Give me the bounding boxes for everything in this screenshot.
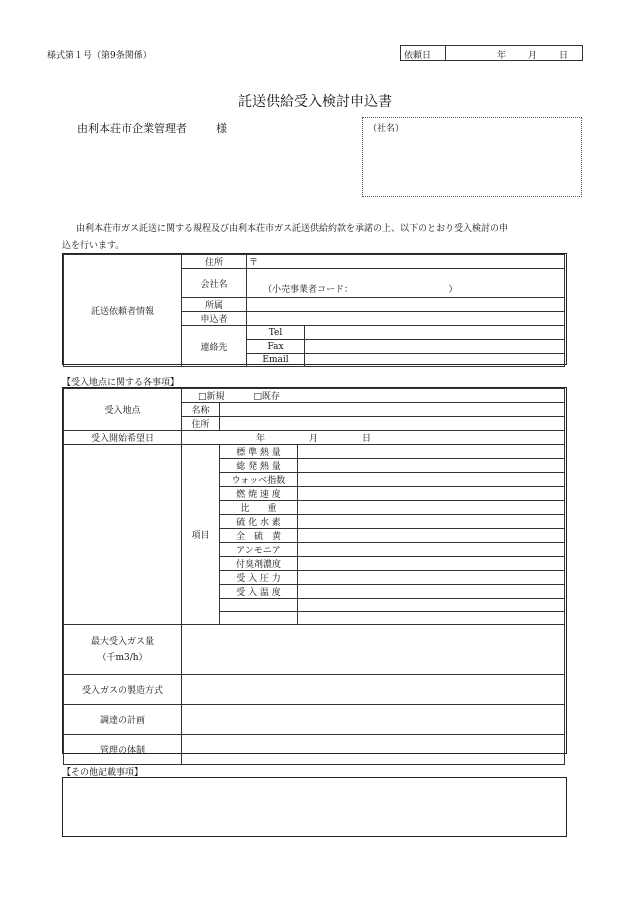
item-value[interactable] <box>298 571 565 585</box>
item-label <box>220 599 298 612</box>
items-empty-cell <box>64 445 182 625</box>
tel-label: Tel <box>247 326 305 340</box>
management-field[interactable] <box>182 735 565 765</box>
item-value[interactable] <box>298 557 565 571</box>
max-gas-cell <box>64 625 182 675</box>
company-label: 会社名 <box>182 269 247 298</box>
other-notes-field[interactable] <box>62 777 567 837</box>
requester-section-label: 託送依頼者情報 <box>64 255 182 367</box>
item-label <box>220 612 298 625</box>
email-field[interactable] <box>305 354 565 367</box>
applicant-field[interactable] <box>247 312 565 326</box>
item-value[interactable] <box>298 445 565 459</box>
department-label: 所属 <box>182 298 247 312</box>
item-value[interactable] <box>298 487 565 501</box>
start-year: 年 <box>256 434 266 444</box>
page-title: 託送供給受入検討申込書 <box>238 94 392 110</box>
email-label: Email <box>247 354 305 367</box>
company-field[interactable] <box>247 269 565 298</box>
postal-mark: 〒 <box>249 258 259 268</box>
item-label: 総 発 熱 量 <box>220 459 298 473</box>
item-label: 受 入 圧 力 <box>220 571 298 585</box>
point-name-field[interactable] <box>220 403 565 417</box>
item-value[interactable] <box>298 515 565 529</box>
start-date-label: 受入開始希望日 <box>64 431 182 445</box>
item-value[interactable] <box>298 459 565 473</box>
other-section-title: 【その他記載事項】 <box>62 768 144 778</box>
item-value[interactable] <box>298 543 565 557</box>
contact-label: 連絡先 <box>182 326 247 367</box>
company-seal-label: （社名） <box>368 124 405 134</box>
production-method-field[interactable] <box>182 675 565 705</box>
item-value[interactable] <box>298 501 565 515</box>
item-label: 比 重 <box>220 501 298 515</box>
retailer-code-label: （小売事業者コード： <box>263 285 349 295</box>
existing-option[interactable]: □既存 <box>253 392 280 402</box>
department-field[interactable] <box>247 298 565 312</box>
management-label: 管理の体制 <box>64 735 182 765</box>
requester-table <box>62 253 567 365</box>
company-seal-box[interactable] <box>362 117 582 197</box>
addressee-name: 由利本荘市企業管理者 <box>77 122 187 135</box>
address-label: 住所 <box>182 255 247 269</box>
new-option[interactable]: □新規 <box>198 392 225 402</box>
production-method-label: 受入ガスの製造方式 <box>64 675 182 705</box>
procurement-plan-field[interactable] <box>182 705 565 735</box>
max-gas-label: 最大受入ガス量 <box>90 636 154 647</box>
max-gas-field[interactable] <box>182 625 565 675</box>
intro-text-2: 込を行います。 <box>62 241 125 251</box>
divider <box>445 46 446 60</box>
fax-label: Fax <box>247 340 305 354</box>
addressee-honorific: 様 <box>216 122 227 135</box>
point-address-field[interactable] <box>220 417 565 431</box>
max-gas-unit: （千m3/h） <box>97 652 148 663</box>
date-year: 年 <box>497 51 507 61</box>
item-value[interactable] <box>298 585 565 599</box>
fax-field[interactable] <box>305 340 565 354</box>
item-label: 全 硫 黄 <box>220 529 298 543</box>
receiving-point-label: 受入地点 <box>64 389 182 431</box>
item-label: 硫 化 水 素 <box>220 515 298 529</box>
item-value[interactable] <box>298 529 565 543</box>
request-date-label: 依頼日 <box>404 51 432 61</box>
address-field[interactable] <box>247 255 565 269</box>
receiving-table <box>62 387 567 754</box>
item-value[interactable] <box>298 473 565 487</box>
procurement-plan-label: 調達の計画 <box>64 705 182 735</box>
item-label: 燃 焼 速 度 <box>220 487 298 501</box>
item-label: ウォッベ指数 <box>220 473 298 487</box>
item-label: 標 準 熱 量 <box>220 445 298 459</box>
item-value[interactable] <box>298 612 565 625</box>
item-label: アンモニア <box>220 543 298 557</box>
start-date-field[interactable] <box>182 431 565 445</box>
tel-field[interactable] <box>305 326 565 340</box>
date-month: 月 <box>528 51 538 61</box>
intro-text-1: 由利本荘市ガス託送に関する規程及び由利本荘市ガス託送供給約款を承諾の上、以下のとおり受入検討の申 <box>76 224 509 234</box>
item-label: 付臭剤濃度 <box>220 557 298 571</box>
item-value[interactable] <box>298 599 565 612</box>
applicant-label: 申込者 <box>182 312 247 326</box>
items-label: 項目 <box>182 445 220 625</box>
receiving-section-title: 【受入地点に関する各事項】 <box>62 378 180 388</box>
request-date-box <box>400 45 583 61</box>
retailer-code-close: ） <box>448 285 458 295</box>
point-type-field[interactable] <box>182 389 565 403</box>
item-label: 受 入 温 度 <box>220 585 298 599</box>
point-address-label: 住所 <box>182 417 220 431</box>
point-name-label: 名称 <box>182 403 220 417</box>
date-day: 日 <box>559 51 569 61</box>
start-day: 日 <box>362 434 372 444</box>
start-month: 月 <box>309 434 319 444</box>
form-number: 様式第１号（第9条関係） <box>47 51 152 61</box>
